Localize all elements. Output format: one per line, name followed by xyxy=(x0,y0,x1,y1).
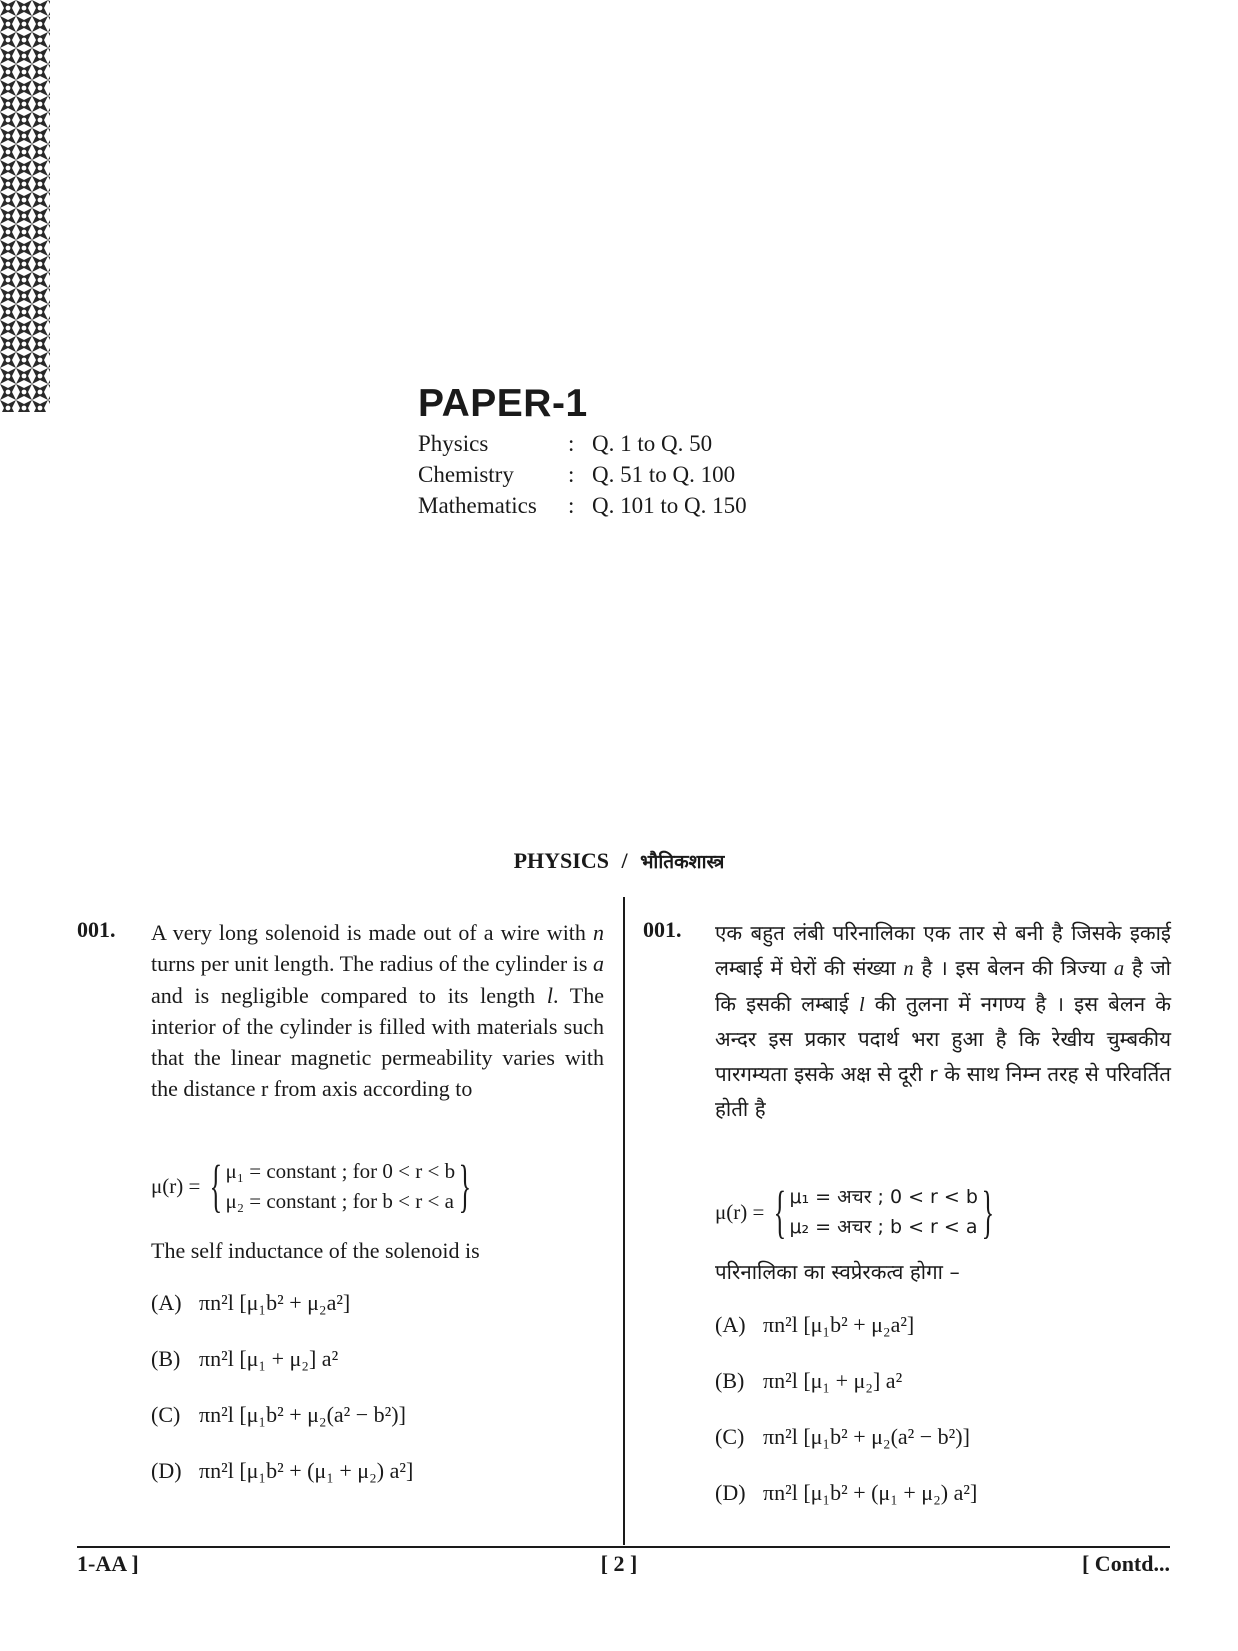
option-b-english[interactable] xyxy=(151,1346,338,1372)
option-d-english[interactable] xyxy=(151,1458,413,1484)
section-subject: Mathematics xyxy=(418,493,537,518)
right-brace: } xyxy=(981,1179,995,1244)
formula-case-2: μ₂ = constant ; for b < r < a xyxy=(225,1189,454,1213)
stem-text: एक बहुत लंबी परिनालिका एक तार से बनी है जिसके इकाई लम्बाई में घेरों की संख्या xyxy=(715,921,1171,980)
question-stem-english xyxy=(151,917,604,1105)
formula-case-1: μ₁ = अचर ; 0 < r < b xyxy=(789,1186,978,1208)
section-row-physics xyxy=(418,428,747,459)
option-label: (C) xyxy=(715,1424,745,1449)
section-heading-hindi: भौतिकशास्त्र xyxy=(640,851,725,873)
option-label: (B) xyxy=(151,1346,181,1371)
footer-rule xyxy=(77,1546,1170,1548)
stem-variable-a: a xyxy=(1113,957,1125,980)
option-label: (A) xyxy=(151,1290,182,1315)
left-brace: { xyxy=(209,1153,222,1218)
option-expression: πn²l [μ₁b² + μ₂a²] xyxy=(199,1290,351,1315)
stem-variable-l: l xyxy=(546,982,553,1008)
question-number-english: 001. xyxy=(77,917,116,942)
stem-text: turns per unit length. The radius of the cylinder is xyxy=(151,951,593,977)
option-expression: πn²l [μ₁b² + (μ₁ + μ₂) a²] xyxy=(763,1480,978,1505)
formula-lhs: μ(r) = xyxy=(715,1199,770,1224)
option-a-hindi[interactable] xyxy=(715,1312,914,1338)
stem-text: है जो कि इसकी लम्बाई xyxy=(715,955,1171,1016)
option-label: (B) xyxy=(715,1368,745,1393)
section-subject: Chemistry xyxy=(418,462,514,487)
option-label: (D) xyxy=(151,1458,182,1483)
option-c-hindi[interactable] xyxy=(715,1424,970,1450)
formula-lhs: μ(r) = xyxy=(151,1173,206,1198)
formula-cases xyxy=(225,1156,455,1216)
footer-booklet-code: 1-AA ] xyxy=(77,1551,139,1576)
stem-variable-n: n xyxy=(903,957,914,980)
section-row-chemistry xyxy=(418,459,747,490)
question-stem-hindi xyxy=(715,916,1171,1127)
section-subject: Physics xyxy=(418,431,489,456)
stem-text: A very long solenoid is made out of a wire with xyxy=(151,920,593,945)
stem-text: है । इस बेलन की त्रिज्या xyxy=(913,955,1114,980)
permeability-formula-hindi xyxy=(715,1179,998,1244)
option-expression: πn²l [μ₁b² + (μ₁ + μ₂) a²] xyxy=(199,1458,414,1483)
section-range: Q. 1 to Q. 50 xyxy=(592,431,713,456)
formula-case-2: μ₂ = अचर ; b < r < a xyxy=(789,1216,978,1238)
option-c-english[interactable] xyxy=(151,1402,406,1428)
right-brace: } xyxy=(458,1153,472,1218)
stem-variable-l: l xyxy=(858,993,865,1016)
option-expression: πn²l [μ₁b² + μ₂a²] xyxy=(763,1312,915,1337)
footer-continued: [ Contd... xyxy=(1081,1551,1170,1576)
column-divider xyxy=(623,897,625,1545)
paper-title: PAPER-1 xyxy=(418,382,588,425)
stem-text: . The interior of the cylinder is filled with materials such that the linear magnetic permeability varies with the distance r from axis according to xyxy=(151,982,604,1102)
question-prompt-english: The self inductance of the solenoid is xyxy=(151,1238,480,1263)
option-label: (A) xyxy=(715,1312,746,1337)
option-expression: πn²l [μ₁b² + μ₂(a² − b²)] xyxy=(763,1424,970,1449)
footer-page-number: [ 2 ] xyxy=(600,1551,638,1576)
question-number-hindi: 001. xyxy=(643,917,682,942)
option-d-hindi[interactable] xyxy=(715,1480,977,1506)
option-expression: πn²l [μ₁ + μ₂] a² xyxy=(763,1368,903,1393)
option-a-english[interactable] xyxy=(151,1290,350,1316)
stem-text: की तुलना में नगण्य है । इस बेलन के अन्दर इस प्रकार पदार्थ भरा हुआ है कि रेखीय चुम्बकीय पारगम्यता इसके अक्ष से दूरी r के साथ निम्न तरह से परिवर्तित होती है xyxy=(715,991,1171,1121)
stem-text: and is negligible compared to its length xyxy=(151,982,547,1008)
section-heading-english: PHYSICS xyxy=(513,848,609,873)
permeability-formula-english xyxy=(151,1153,475,1218)
option-b-hindi[interactable] xyxy=(715,1368,902,1394)
option-expression: πn²l [μ₁b² + μ₂(a² − b²)] xyxy=(199,1402,406,1427)
decorative-pattern-strip xyxy=(0,0,50,412)
stem-variable-a: a xyxy=(593,951,604,977)
question-prompt-hindi: परिनालिका का स्वप्रेरकत्व होगा – xyxy=(715,1260,960,1284)
stem-variable-n: n xyxy=(593,920,604,945)
formula-cases xyxy=(789,1182,978,1242)
section-colon: : xyxy=(568,493,575,518)
paper-sections-table xyxy=(418,428,747,521)
section-range: Q. 51 to Q. 100 xyxy=(592,462,736,487)
section-colon: : xyxy=(568,462,575,487)
option-label: (D) xyxy=(715,1480,746,1505)
section-heading xyxy=(0,848,1238,874)
formula-case-1: μ₁ = constant ; for 0 < r < b xyxy=(225,1159,456,1183)
section-range: Q. 101 to Q. 150 xyxy=(592,493,747,518)
option-label: (C) xyxy=(151,1402,181,1427)
section-heading-separator: / xyxy=(621,848,628,873)
option-expression: πn²l [μ₁ + μ₂] a² xyxy=(199,1346,339,1371)
left-brace: { xyxy=(773,1179,786,1244)
section-colon: : xyxy=(568,431,575,456)
section-row-mathematics xyxy=(418,490,747,521)
